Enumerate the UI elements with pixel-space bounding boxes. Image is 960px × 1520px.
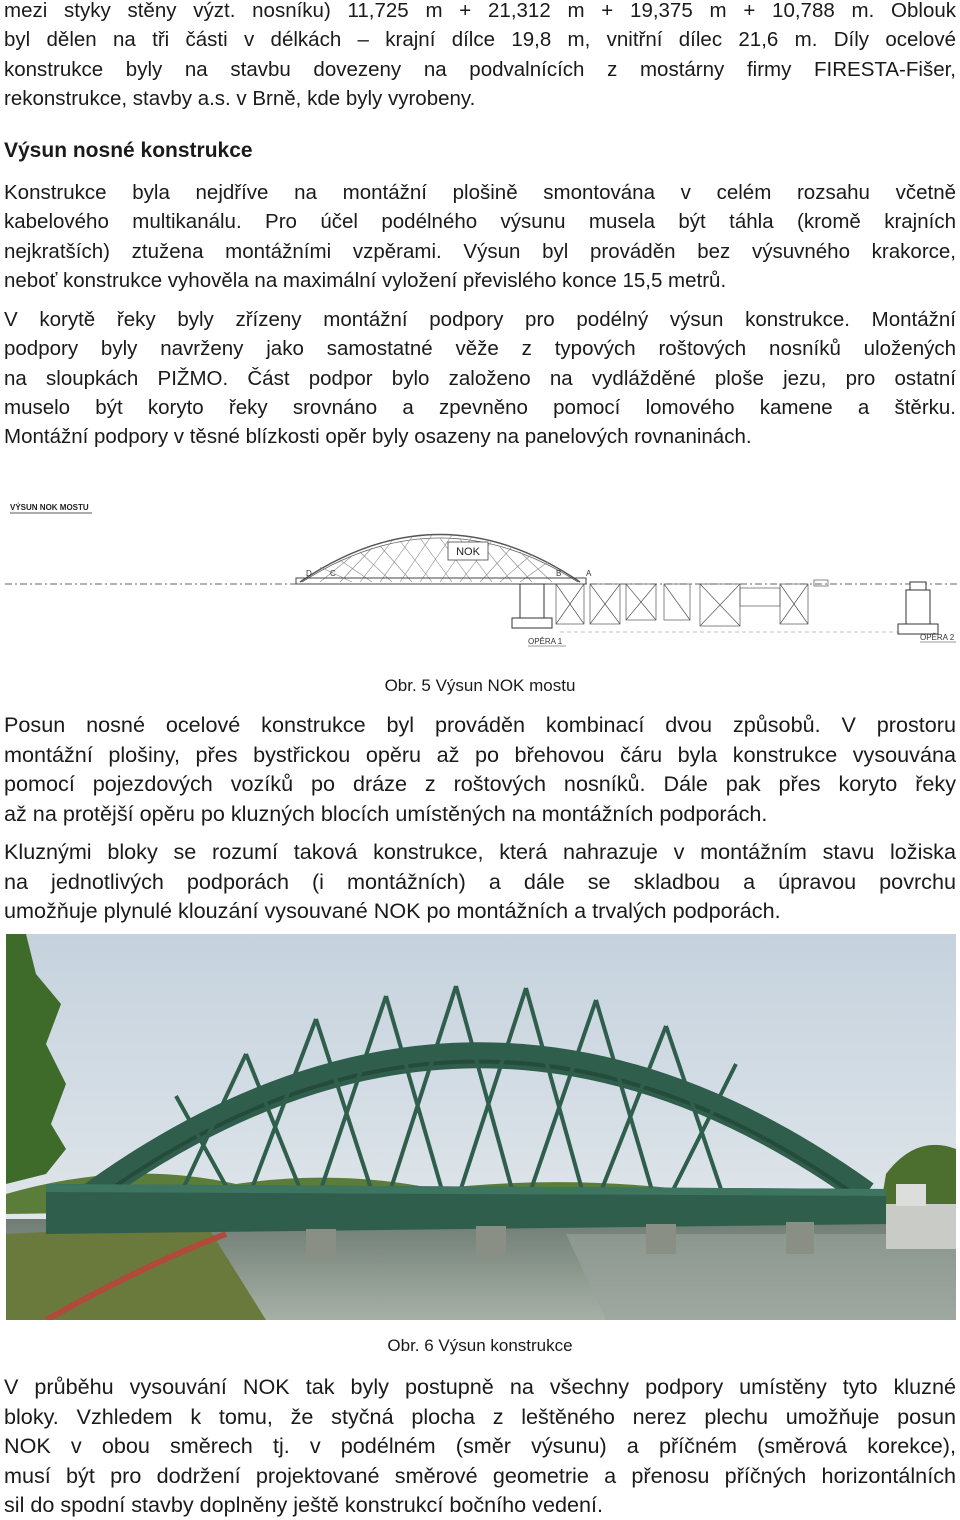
text-line: na sloupkách PIŽMO. Část podpor bylo založeno na vydlážděné ploše jezu, pro ostatní xyxy=(4,366,956,390)
point-a: A xyxy=(586,569,592,578)
arch-inner xyxy=(302,538,578,582)
point-d: D xyxy=(306,569,312,578)
text-line: konstrukce byly na stavbu dovezeny na podvalnících z mostárny firmy FIRESTA-Fišer, xyxy=(4,57,956,81)
abutment-2 xyxy=(898,582,938,634)
text-line: neboť konstrukce vyhověla na maximální vyložení převislého konce 15,5 metrů. xyxy=(4,268,727,292)
text-line: V korytě řeky byly zřízeny montážní podpory pro podélný výsun konstrukce. Montážní xyxy=(4,308,956,331)
point-b: B xyxy=(556,569,562,578)
text-line: pomocí pojezdových vozíků po dráze z roštových nosníků. Dále pak přes koryto řeky xyxy=(4,771,956,796)
text-line: mezi styky stěny výzt. nosníku) 11,725 m + 21,312 m + 19,375 m + 10,788 m. Oblouk xyxy=(4,0,956,22)
opera2-label: OPĚRA 2 xyxy=(920,633,955,642)
text-line: musí být pro dodržení projektované směrové geometrie a přenosu příčných horizontálních xyxy=(4,1462,956,1488)
figure6-caption: Obr. 6 Výsun konstrukce xyxy=(387,1336,573,1355)
paragraph-supports xyxy=(4,305,956,451)
right-abutment xyxy=(886,1204,956,1249)
text-line: na jednotlivých podporách (i montážních) a dále se skladbou a úpravou povrchu xyxy=(4,868,956,894)
hangers xyxy=(320,535,552,582)
text-line: sil do spodní stavby doplněny ještě konstrukcí bočního vedení. xyxy=(4,1492,603,1517)
text-line: rekonstrukce, stavby a.s. v Brně, kde byly vyrobeny. xyxy=(4,86,476,110)
paragraph-launch-method xyxy=(4,710,956,828)
text-line: montážní plošiny, přes bystřickou opěru až po břehovou čáru byla konstrukce vysouvána xyxy=(4,741,956,767)
text-line: podpory byly navrženy jako samostatné věže z typových roštových nosníků uložených xyxy=(4,337,956,361)
opera1-label: OPĚRA 1 xyxy=(528,637,563,646)
intro-paragraph xyxy=(4,0,956,113)
text-line: Montážní podpory v těsné blízkosti opěr byly osazeny na panelových rovnaninách. xyxy=(4,425,752,449)
figure5-caption: Obr. 5 Výsun NOK mostu xyxy=(384,676,576,695)
nok-label: NOK xyxy=(456,546,480,558)
text-line: NOK v obou směrech tj. v podélném (směr výsunu) a příčném (směrová korekce), xyxy=(4,1433,956,1458)
abutment-block xyxy=(896,1184,926,1206)
text-line: Kluznými bloky se rozumí taková konstrukce, která nahrazuje v montážním stavu ložiska xyxy=(4,839,956,864)
paragraph-guidance xyxy=(4,1372,956,1520)
support-towers xyxy=(556,580,828,626)
text-line: muselo být koryto řeky srovnáno a zpevněno pomocí lomového kamene a štěrku. xyxy=(4,395,956,419)
launch-drawing xyxy=(0,492,960,660)
text-line: Posun nosné ocelové konstrukce byl prováděn kombinací dvou způsobů. V prostoru xyxy=(4,712,956,737)
text-line: umožňuje plynulé klouzání vysouvané NOK po montážních a trvalých podporách. xyxy=(4,898,781,923)
text-line: bloky. Vzhledem k tomu, že styčná plocha z leštěného nerez plechu umožňuje posun xyxy=(4,1403,956,1429)
abutment-1 xyxy=(512,584,552,628)
bridge-photo xyxy=(6,934,956,1320)
point-c: C xyxy=(330,569,336,578)
paragraph-assembly xyxy=(4,178,956,295)
text-line: kabelového multikanálu. Pro účel podélného výsunu musela být táhla (kromě krajních xyxy=(4,210,956,234)
drawing-title: VÝSUN NOK MOSTU xyxy=(10,503,89,512)
section-heading: Výsun nosné konstrukce xyxy=(4,139,253,162)
text-line: byl dělen na tři části v délkách – krajní dílce 19,8 m, vnitřní dílec 21,6 m. Díly ocelové xyxy=(4,28,956,52)
text-line: Konstrukce byla nejdříve na montážní plošině smontována v celém rozsahu včetně xyxy=(4,181,956,204)
text-line: V průběhu vysouvání NOK tak byly postupně na všechny podpory umístěny tyto kluzné xyxy=(4,1374,956,1399)
arch-outer xyxy=(300,535,580,583)
text-line: až na protější opěru po kluzných blocích umístěných na montážních podporách. xyxy=(4,800,768,826)
paragraph-sliding-blocks xyxy=(4,837,956,926)
text-line: nejkratších) ztužena montážními vzpěrami. Výsun byl prováděn bez výsuvného krakorce, xyxy=(4,239,956,263)
